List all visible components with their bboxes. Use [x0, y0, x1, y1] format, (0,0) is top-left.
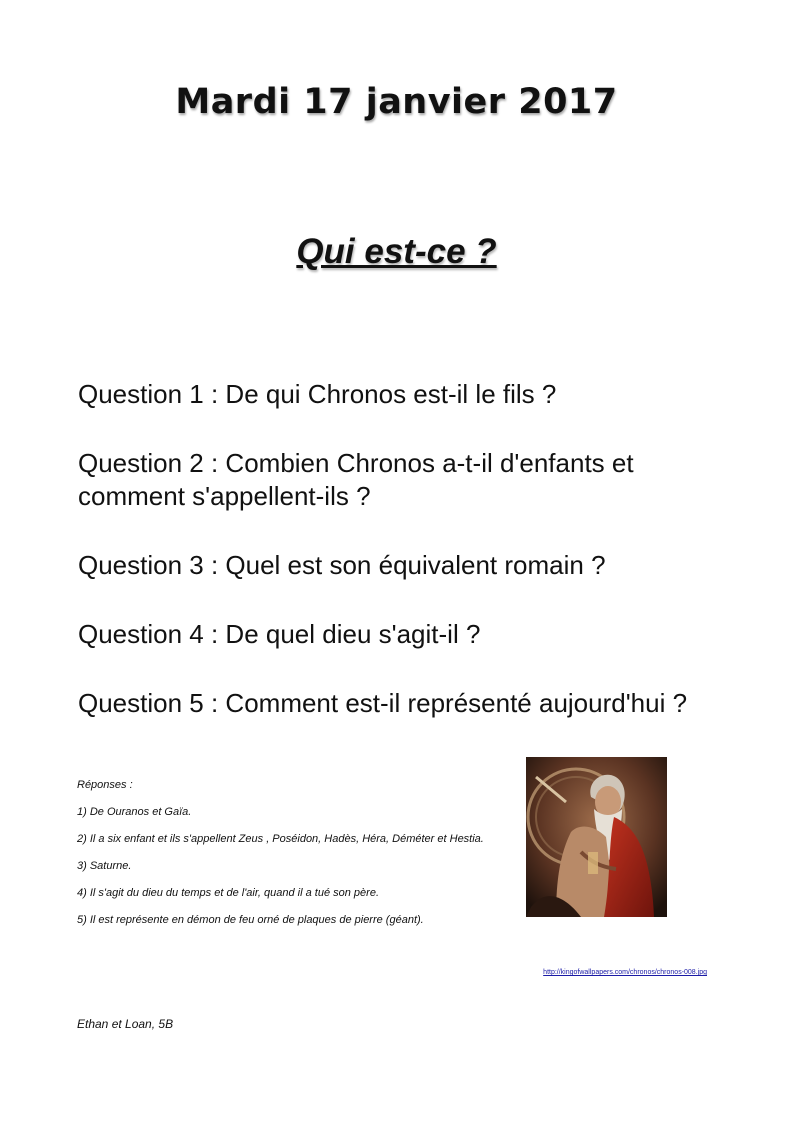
- answers-label: Réponses :: [77, 779, 133, 791]
- question-4: Question 4 : De quel dieu s'agit-il ?: [78, 619, 481, 649]
- answer-1: 1) De Ouranos et Gaïa.: [77, 806, 192, 818]
- chronos-painting-image: [526, 757, 667, 917]
- answers-section: [77, 772, 527, 934]
- authors-signature: Ethan et Loan, 5B: [77, 1017, 174, 1031]
- question-1: Question 1 : De qui Chronos est-il le fils ?: [78, 379, 557, 409]
- answer-4: 4) Il s'agit du dieu du temps et de l'air, quand il a tué son père.: [77, 887, 380, 899]
- page-subtitle: Qui est-ce ?: [296, 232, 497, 271]
- question-5: Question 5 : Comment est-il représenté aujourd'hui ?: [78, 688, 688, 718]
- questions-list: [78, 378, 728, 756]
- answer-5: 5) Il est représente en démon de feu orné de plaques de pierre (géant).: [77, 914, 424, 926]
- answer-2: 2) Il a six enfant et ils s'appellent Zeus , Poséidon, Hadès, Héra, Déméter et Hestia.: [77, 833, 484, 845]
- answer-3: 3) Saturne.: [77, 860, 132, 872]
- page-date-title: Mardi 17 janvier 2017: [175, 82, 618, 122]
- image-source-link[interactable]: http://kingofwallpapers.com/chronos/chronos-008.jpg: [543, 969, 707, 976]
- chronos-painting-icon: [526, 757, 667, 917]
- question-3: Question 3 : Quel est son équivalent romain ?: [78, 550, 606, 580]
- question-2: Question 2 : Combien Chronos a-t-il d'enfants et comment s'appellent-ils ?: [78, 448, 634, 511]
